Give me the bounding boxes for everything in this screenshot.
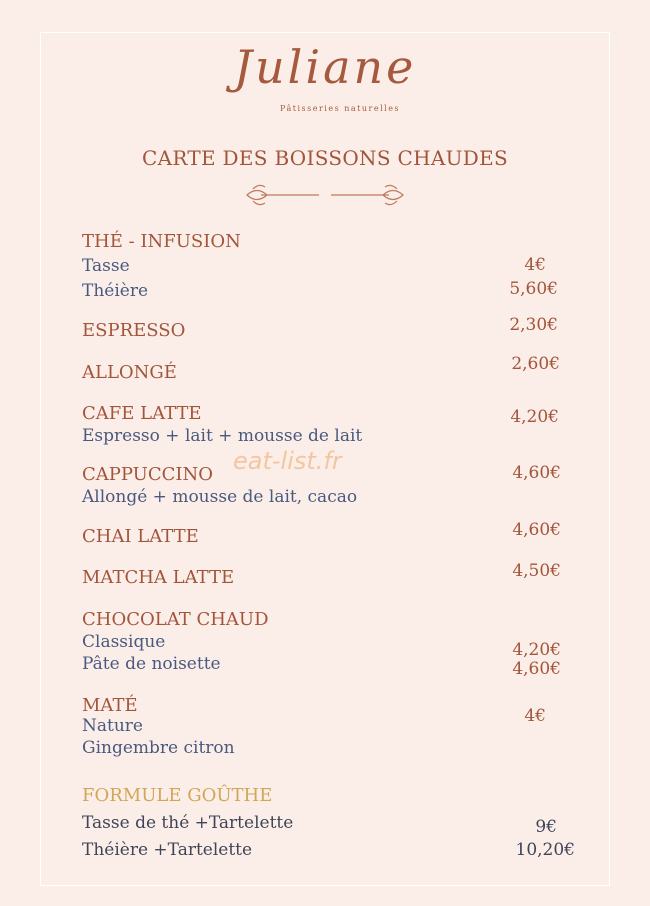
cafe-latte-description: Espresso + lait + mousse de lait — [82, 426, 363, 446]
option-tasse-tartelette: Tasse de thé +Tartelette — [82, 813, 294, 833]
cappuccino-description: Allongé + mousse de lait, cacao — [82, 487, 358, 507]
price-classique: 4,20€ — [512, 640, 561, 660]
price-allonge: 2,60€ — [511, 354, 560, 374]
option-nature: Nature — [82, 716, 143, 736]
menu-item-allonge: ALLONGÉ — [82, 362, 177, 383]
option-pate-de-noisette: Pâte de noisette — [82, 654, 221, 674]
menu-item-cafe-latte: CAFE LATTE — [82, 403, 202, 424]
price-tasse-tartelette: 9€ — [535, 817, 557, 837]
price-pate-de-noisette: 4,60€ — [512, 659, 561, 679]
menu-item-matcha-latte: MATCHA LATTE — [82, 567, 235, 588]
menu-item-mate: MATÉ — [82, 695, 138, 716]
price-theiere: 5,60€ — [509, 279, 558, 299]
menu-item-chocolat-chaud: CHOCOLAT CHAUD — [82, 609, 269, 630]
price-matcha-latte: 4,50€ — [512, 561, 561, 581]
leaf-branch-ornament-icon — [243, 182, 407, 208]
price-cafe-latte: 4,20€ — [510, 407, 559, 427]
price-tasse: 4€ — [524, 255, 546, 275]
option-gingembre-citron: Gingembre citron — [82, 738, 235, 758]
price-espresso: 2,30€ — [509, 315, 558, 335]
option-classique: Classique — [82, 632, 166, 652]
brand-tagline: Pâtisseries naturelles — [279, 104, 401, 113]
watermark-text: eat-list.fr — [233, 447, 342, 475]
menu-item-the-infusion: THÉ - INFUSION — [82, 231, 241, 252]
price-chai-latte: 4,60€ — [512, 520, 561, 540]
menu-item-chai-latte: CHAI LATTE — [82, 526, 199, 547]
option-tasse: Tasse — [82, 256, 130, 276]
option-theiere-tartelette: Théière +Tartelette — [82, 840, 253, 860]
price-theiere-tartelette: 10,20€ — [515, 840, 575, 860]
menu-item-espresso: ESPRESSO — [82, 320, 186, 341]
price-cappuccino: 4,60€ — [512, 463, 561, 483]
menu-item-cappuccino: CAPPUCCINO — [82, 464, 214, 485]
menu-item-formule-gouthe: FORMULE GOÛTHE — [82, 785, 273, 806]
price-mate: 4€ — [524, 706, 546, 726]
brand-logo: Juliane — [233, 40, 417, 94]
menu-title: CARTE DES BOISSONS CHAUDES — [142, 146, 508, 170]
option-theiere: Théière — [82, 281, 149, 301]
